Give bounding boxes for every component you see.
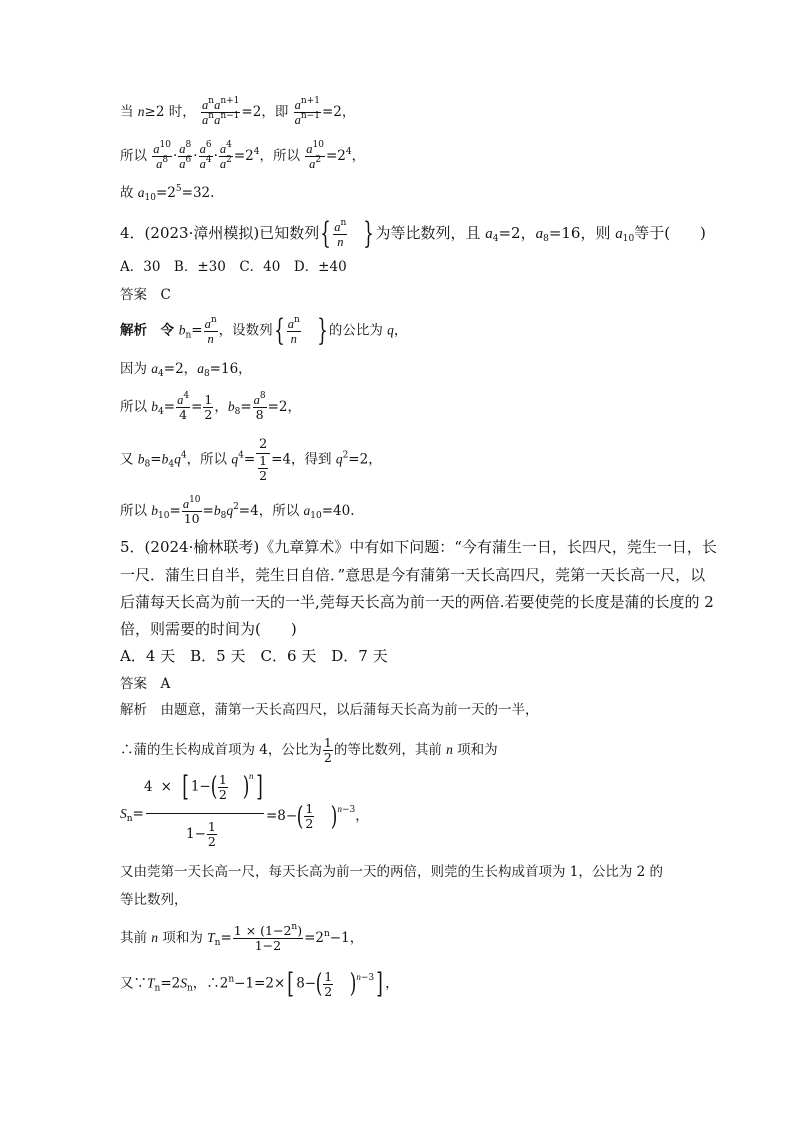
solution-4-result: 所以 $b_{10}=$ $\frac{a^{10}}{10}$ $=b_8q^2=4$，所以 $a_{10}=40$. [120,495,355,526]
question-5-line-3: 后蒲每天长高为前一天的一半,莞每天长高为前一天的两倍.若要使莞的长度是蒲的长度的 2 [120,593,714,611]
solution-4-b-values: 所以 $b_4=$ $\frac{a^4}{4}$ = $\frac{1}{2}$ ，$b_8=$ $\frac{a^8}{8}$ =2， [120,391,302,422]
answer-5: 答案 A [120,676,171,692]
line-recurrence: 当 n≥2 时， $\frac{a^na^{n+1}}{a^na^{n-1}}$ =2，即 $\frac{a^{n+1}}{a^{n-1}}$ =2， [120,96,356,127]
solution-4-ratio: 又 $b_8=b_4q^4$，所以 $q^4=$ $\frac{2}{\frac{1}{2}}$ =4，得到 $q^2=2$， [120,437,382,483]
solution-4-given: 因为 $a_4=2$，$a_8=16$， [120,361,252,379]
sn-denominator: 1− $\frac{1}{2}$ [186,819,216,849]
solution-5-equation: 又$\because T_n=2S_n$，$\therefore 2^n-1=2\times$[ 8−( $\frac{1}{2}$ )$^{n-3}$] ， [120,967,399,1000]
solution-5-intro: 解析 由题意，蒲第一天长高四尺，以后蒲每天长高为前一天的一半， [120,702,539,718]
sn-result: =8−( $\frac{1}{2}$ )$^{n-3}$， [266,801,369,832]
question-5-line-1: 5．(2024·榆林联考)《九章算术》中有如下问题：“今有蒲生一日，长四尺，莞生一日，长 [120,538,717,556]
question-5-line-2: 一尺．蒲生日自半，莞生日自倍．”意思是今有蒲第一天长高四尺，莞第一天长高一尺，以 [120,566,706,584]
solution-5-wan-line-1: 又由莞第一天长高一尺，每天长高为前一天的两倍，则莞的生长构成首项为 1，公比为 2 的 [120,864,664,880]
solution-4-intro: 解析 令 $b_n=$ $\frac{a^n}{n}$ ，设数列{ $\frac{a^n}{n}$ }的公比为 q， [120,313,408,348]
line-product: 所以 $\frac{a^{10}}{a^8}$ · $\frac{a^8}{a^6}$ · $\frac{a^6}{a^4}$ · $\frac{a^4}{a^2}$ $=2^4$，所以 $\frac{a^{10}}{a^2}$ $=2^4$， [120,140,366,171]
question-4: 4．(2023·漳州模拟)已知数列{ $\frac{a^n}{n}$ }为等比数列，且 $a_4=2$，$a_8=16$，则 $a_{10}$等于( ) [120,216,706,251]
solution-5-tn: 其前 n 项和为 $T_n=$ $\frac{1 \times (1-2^n)}{1-2}$ $=2^n-1$， [120,922,364,953]
sn-fraction-bar [146,813,264,814]
answer-4: 答案 C [120,287,171,303]
question-5-line-4: 倍，则需要的时间为( ) [120,620,297,638]
sn-label: $S_n=$ [120,806,144,824]
question-5-options: A．4 天 B．5 天 C．6 天 D．7 天 [120,647,388,665]
solution-5-wan-line-2: 等比数列， [120,892,188,908]
question-4-options: A．30 B．±30 C．40 D．±40 [120,259,347,275]
solution-5-pu-sequence: ∴蒲的生长构成首项为 4，公比为 $\frac{1}{2}$ 的等比数列，其前 n 项和为 [120,735,498,765]
sn-numerator: 4 × [ 1−( $\frac{1}{2}$ )$^n$] [144,770,263,803]
line-conclusion: 故 $a_{10}=2^5=32$. [120,184,215,203]
